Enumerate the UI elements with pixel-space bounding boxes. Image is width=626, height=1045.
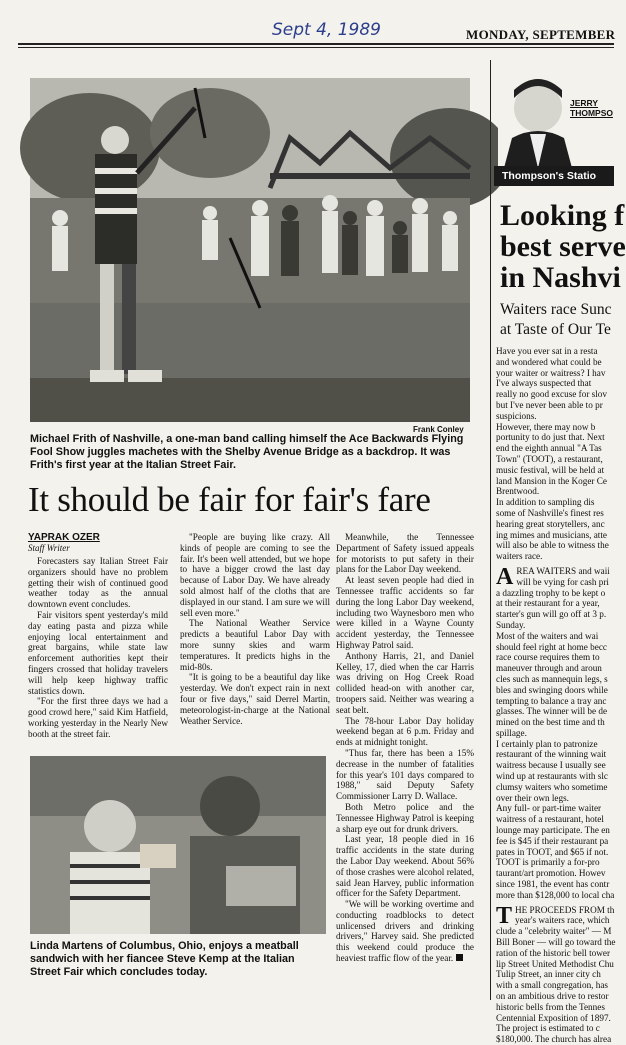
paragraph: Forecasters say Italian Street Fair organizers should have no problem getting their wish of continued good weather today as the annual downtown event concludes. — [28, 556, 168, 610]
sidebar-text-line: race course requires them to — [496, 652, 600, 663]
bottom-photo-caption: Linda Martens of Columbus, Ohio, enjoys a meatball sandwich with her fiancee Steve Kemp at the Italian Street Fair which concludes today. — [30, 940, 299, 978]
sidebar-text-line: more than $128,000 to local cha — [496, 889, 615, 900]
paragraph: The National Weather Service predicts a beautiful Labor Day with more sunny skies and warm temperatures. It predicts highs in the mid-80s. — [180, 618, 330, 672]
sidebar-text-line: spillage. — [496, 727, 527, 738]
bottom-photo — [30, 756, 326, 934]
drop-cap: A — [496, 563, 514, 590]
article-column-3 — [336, 532, 474, 984]
sidebar-headline-line: best serve — [500, 230, 626, 263]
sidebar-text-line: really no good excuse for slov — [496, 389, 607, 400]
column-divider — [490, 60, 491, 1000]
sidebar-text-line: waitress because I usually see — [496, 760, 606, 771]
paragraph: Fair visitors spent yesterday's mild day eating pasta and pizza while enjoying local entertainment and great bargains, while state law enforcement authorities kept their fingers crossed that holiday travelers will help keep highway traffic statistics down. — [28, 609, 168, 696]
sidebar-text-line: maneuver through and aroun — [496, 663, 602, 674]
sidebar-text-line: Sunday. — [496, 619, 526, 630]
sidebar-text-line: end the eighth annual "A Tas — [496, 443, 602, 454]
sidebar-headline-line: in Nashvi — [500, 261, 621, 294]
paragraph: Last year, 18 people died in 16 traffic accidents in the state during the Labor Day weekend. About 56% of those crashes were alcohol related, said Jean Harvey, public information officer for the Safety Department. — [336, 834, 474, 899]
columnist-name — [570, 98, 613, 118]
sidebar-text-line: I've always suspected that — [496, 378, 592, 389]
sidebar-text-line: will be vying for cash pri — [516, 576, 609, 587]
sidebar-text-line: wind up at restaurants with slc — [496, 771, 609, 782]
sidebar-text-line: clumsy waiters who sometime — [496, 781, 608, 792]
top-photo-caption: Michael Frith of Nashville, a one-man band calling himself the Ace Backwards Flying Fool Show juggles machetes with the Shelby Avenue Bridge as a backdrop. It was Frith's first year at the Italian Street Fair. — [30, 433, 464, 471]
paragraph — [336, 899, 474, 964]
columnist-headshot — [498, 68, 614, 168]
sidebar-text-line: Most of the waiters and wai — [496, 630, 599, 641]
sidebar-text-line: a dazzling trophy to be kept o — [496, 587, 606, 598]
masthead-rule — [18, 43, 614, 45]
sidebar-text-line: Have you ever sat in a resta — [496, 346, 598, 356]
sandwich-photo-image — [30, 756, 326, 934]
byline-title: Staff Writer — [28, 543, 70, 553]
sidebar-subhead-line: Waiters race Sunc — [500, 301, 612, 318]
sidebar-text-line: Any full- or part-time waiter — [496, 803, 602, 814]
sidebar-text-line: land Mansion in the Koger Ce — [496, 475, 607, 486]
sidebar-text-line: with a small congregation, has — [496, 980, 609, 991]
sidebar-text-line: mined on the best time and th — [496, 717, 605, 728]
column-name-bar: Thompson's Statio — [494, 166, 614, 186]
masthead-rule-thin — [18, 47, 614, 48]
sidebar-text-line: ing mimes and musicians, atte — [496, 529, 607, 540]
sidebar-text-line: starter's gun will go off at 3 p. — [496, 609, 607, 620]
sidebar-text-line: HE PROCEEDS FROM th — [515, 904, 615, 915]
dateline: MONDAY, SEPTEMBER — [466, 27, 616, 42]
sidebar-text-line: fee is $45 if their restaurant pa — [496, 835, 609, 846]
sidebar-text-line: your waiter or waitress? I hav — [496, 367, 606, 378]
paragraph: Both Metro police and the Tennessee Highway Patrol is keeping a sharp eye out for drunk drivers. — [336, 801, 474, 834]
sidebar-paragraph-3 — [496, 902, 626, 1045]
sidebar-text-line: TOOT is primarily a for-pro — [496, 857, 600, 868]
sidebar-text-line: over their own legs. — [496, 792, 569, 803]
end-of-story-mark — [456, 954, 463, 961]
paragraph: "People are buying like crazy. All kinds of people are coming to see the fair. It's been well attended, but we hope to have a bigger crowd the last day because of Labor Day. We have already sold almost half of the cloths that are displayed in our stand. I am sure we will sell even more." — [180, 532, 330, 618]
sidebar-text-line: REA WAITERS and waii — [516, 565, 610, 576]
sidebar-text-line: cles such as mannequin legs, s — [496, 673, 608, 684]
sidebar-subhead-line: at Taste of Our Te — [500, 321, 611, 338]
sidebar-text-line: at their restaurant for a year, — [496, 598, 600, 609]
columnist-first-name: JERRY — [570, 98, 599, 108]
sidebar-body — [496, 346, 626, 1045]
sidebar-text-line: waiters race. — [496, 551, 543, 562]
sidebar-text-line: The project is estimated to c — [496, 1023, 600, 1034]
sidebar-text-line: music festival, will be held at — [496, 464, 605, 475]
sidebar-text-line: restaurant of the winning wait — [496, 749, 607, 760]
sidebar-text-line: Bill Boner — will go toward the — [496, 937, 616, 948]
sidebar-text-line: will also be able to witness the — [496, 540, 609, 551]
sidebar-text-line: I certainly plan to patronize — [496, 738, 598, 749]
sidebar-text-line: historic bells from the Tennes — [496, 1001, 605, 1012]
sidebar-text-line: $180,000. The church has alrea — [496, 1034, 612, 1045]
top-photo — [30, 78, 470, 422]
sidebar-headline — [500, 200, 626, 293]
byline: YAPRAK OZER — [28, 532, 100, 543]
paragraph-text: "We will be working overtime and conducting roadblocks to detect unlicensed drivers and drinking drivers," Harvey said. She predicted this weekend could produce the heaviest traffic flow of the year. — [336, 899, 474, 964]
paragraph: "It is going to be a beautiful day like yesterday. We don't expect rain in next four or five days," said Derrel Martin, meteorologist-in-charge at the National Weather Service. — [180, 672, 330, 726]
article-column-1 — [28, 556, 168, 746]
sidebar-text-line: lounge may participate. The en — [496, 825, 610, 836]
sidebar-text-line: some of Nashville's finest res — [496, 507, 604, 518]
handwritten-date: Sept 4, 1989 — [272, 20, 381, 40]
sidebar-text-line: suspicions. — [496, 410, 537, 421]
photo-credit: Frank Conley — [413, 425, 464, 434]
sidebar-text-line: tempting to balance a tray anc — [496, 695, 607, 706]
article-column-2 — [180, 532, 330, 744]
juggler-photo-image — [30, 78, 470, 422]
sidebar-text-line: Brentwood. — [496, 486, 540, 497]
sidebar-headline-line: Looking f — [500, 199, 625, 232]
sidebar-text-line: However, there may now b — [496, 421, 596, 432]
columnist-last-name: THOMPSO — [570, 108, 613, 118]
masthead — [0, 0, 614, 60]
paragraph: Anthony Harris, 21, and Daniel Kelley, 17, died when the car Harris was driving on Hog Creek Road collided head-on with another car, troopers said. Neither was wearing a seat belt. — [336, 650, 474, 715]
sidebar-text-line: pates in TOOT, and $65 if not. — [496, 846, 609, 857]
sidebar-text-line: glasses. The winner will be de — [496, 706, 608, 717]
sidebar-text-line: should feel right at home becc — [496, 641, 607, 652]
sidebar-paragraph-2 — [496, 563, 626, 901]
sidebar-subhead — [500, 300, 612, 340]
sidebar-text-line: since 1981, the event has contr — [496, 879, 610, 890]
drop-cap: T — [496, 902, 513, 929]
sidebar-text-line: Tulip Street, an inner city ch — [496, 969, 601, 980]
sidebar-text-line: taurant/art promotion. Howev — [496, 868, 606, 879]
sidebar-text-line: portunity to do just that. Next — [496, 432, 605, 443]
sidebar-text-line: Town" (TOOT), a restaurant, — [496, 453, 603, 464]
sidebar-text-line: clude a "celebrity waiter" — M — [496, 926, 612, 937]
sidebar-text-line: In addition to sampling dis — [496, 497, 595, 508]
paragraph: "For the first three days we had a good crowd here," said Kim Hatfield, working yesterday in the Nearly New booth at the street fair. — [28, 696, 168, 739]
sidebar-text-line: year's waiters race, which — [515, 915, 610, 926]
sidebar-text-line: on an ambitious drive to restor — [496, 991, 609, 1002]
sidebar-text-line: ration of the historic bell tower — [496, 947, 611, 958]
paragraph: The 78-hour Labor Day holiday weekend began at 6 p.m. Friday and ends at midnight tonight. — [336, 715, 474, 748]
article-headline: It should be fair for fair's fare — [28, 480, 431, 519]
columnist-photo — [498, 68, 614, 168]
sidebar-text-line: and wondered what could be — [496, 356, 602, 367]
paragraph: "Thus far, there has been a 15% decrease in the number of fatalities for this year's 101 days compared to 1988," said Deputy Safety Commissioner Larry D. Wallace. — [336, 747, 474, 802]
sidebar-text-line: Centennial Exposition of 1897. — [496, 1012, 611, 1023]
sidebar-paragraph-1 — [496, 346, 626, 562]
sidebar-text-line: waitress of a restaurant, hotel — [496, 814, 604, 825]
sidebar-text-line: hearing great storytellers, anc — [496, 518, 605, 529]
sidebar-text-line: bles and swinging doors while — [496, 684, 608, 695]
sidebar-text-line: but I've never been able to pr — [496, 399, 603, 410]
sidebar-text-line: lip Street United Methodist Chu — [496, 958, 614, 969]
paragraph: Meanwhile, the Tennessee Department of Safety issued appeals for motorists to put safety in their plans for the Labor Day weekend. — [336, 532, 474, 575]
paragraph: At least seven people had died in Tennessee traffic accidents so far during the long Labor Day weekend, including two Waynesboro men who were killed in a Wayne County accident yesterday, the Tennessee Highway Patrol said. — [336, 575, 474, 650]
